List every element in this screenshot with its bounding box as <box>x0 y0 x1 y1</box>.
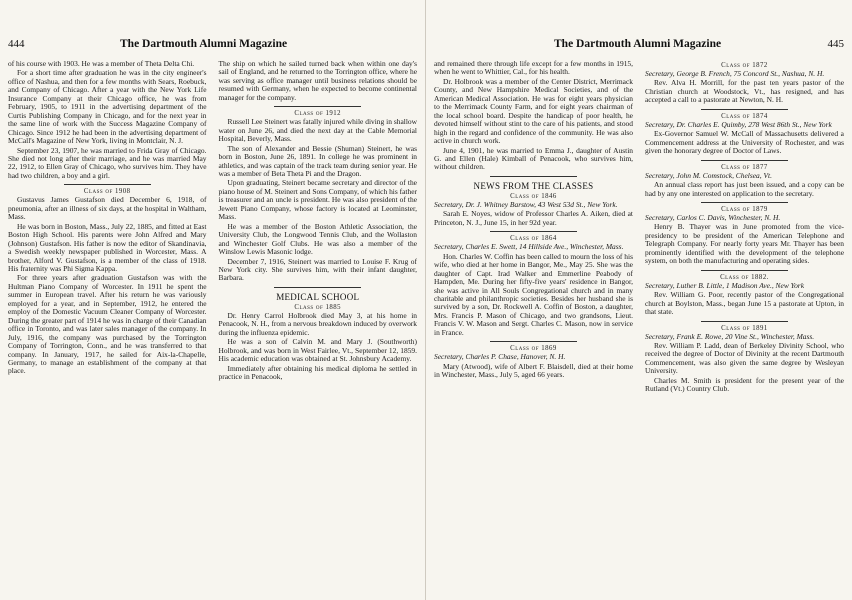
paragraph: He was a member of the Boston Athletic Association, the University Club, the Longwood Tennis Club, and the Wollaston and Winchester Golf Clubs. He was also a member of the Winslow Lewis Masonic lodge. <box>218 221 417 257</box>
class-heading: Class of 1882. <box>720 273 769 281</box>
paragraph: Dr. Holbrook was a member of the Center District, Merrimack County, and New Hampshire Medical Societies, and of the American Medical Association. He was for eight years physician to the Merrimack County Farm, and for eight years chairman of the local school board. Despite the handicap of poor health, he devoted himself without stint to the care of his patients, and stood high in the regard and confidence of the community. He was also active in church work. <box>434 76 633 146</box>
section-divider <box>701 160 789 161</box>
paragraph: Mary (Atwood), wife of Albert F. Blaisdell, died at their home in Winchester, Mass., July 5, aged 66 years. <box>434 361 633 380</box>
section-divider <box>701 270 789 271</box>
section-divider <box>64 184 151 185</box>
paragraph: of his course with 1903. He was a member of Theta Delta Chi. <box>8 59 195 68</box>
secretary-line: Secretary, Charles P. Chase, Hanover, N. H. <box>434 352 566 362</box>
paragraph: For a short time after graduation he was in the city engineer's office of Nashua, and then for a few months with Sears, Roebuck, and Company of Chicago. After a year with the New York Life Insurance Company at their Chicago office, he was from February, 1905, to 1911 in the advertising department of the Curtis Publishing Company in Chicago, and for the next year in the same line of work with the Success Magazine Company of Chicago. Since 1912 he had been in the advertising department of McCall's Magazine of New York, living in Montclair, N. J. <box>8 68 207 146</box>
paragraph: The ship on which he sailed turned back when within one day's sail of England, and he returned to the Torrington office, where he was serving as office manager until business relations should be resumed with Germany, when he expected to become continental manager for the company. <box>218 59 417 102</box>
paragraph: Sarah E. Noyes, widow of Professor Charles A. Aiken, died at Princeton, N. J., June 15, in her 92d year. <box>434 209 633 227</box>
paragraph: An annual class report has just been issued, and a copy can be had by any one interested on application to the secretary. <box>645 180 844 198</box>
class-heading: Class of 1846 <box>510 192 557 200</box>
paragraph: December 7, 1916, Steinert was married to Louise F. Krug of New York city. She survives him, with their infant daughter, Barbara. <box>218 256 417 283</box>
class-heading: Class of 1885 <box>294 303 342 311</box>
right-page-columns <box>434 60 844 594</box>
section-divider <box>274 287 361 288</box>
secretary-line: Secretary, John M. Comstock, Chelsea, Vt. <box>645 170 772 180</box>
paragraph: Dr. Henry Carrol Holbrook died May 3, at his home in Penacook, N. H., from a nervous breakdown induced by overwork during the influenza epidemic. <box>218 310 417 337</box>
class-heading: Class of 1869 <box>510 345 557 353</box>
paragraph: Upon graduating, Steinert became secretary and director of the piano house of M. Steinert and Sons Company, of which his father is treasurer and an uncle is president. He was also president of the Jewett Piano Company, whose factory is located at Leominster, Mass. <box>218 178 417 222</box>
class-heading: Class of 1864 <box>510 235 557 243</box>
secretary-line: Secretary, Dr. Charles E. Quimby, 278 West 86th St., New York <box>645 119 832 129</box>
paragraph: The son of Alexander and Bessie (Shuman) Steinert, he was born in Boston, June 26, 1891. In college he was prominent in athletics, and was captain of the track team during senior year. He was a member of Beta Theta Pi and the Dragon. <box>218 143 417 178</box>
section-divider <box>701 321 789 322</box>
paragraph: and remained there through life except for a few months in 1915, when he went to Whittier, Cal., for his health. <box>434 59 633 77</box>
secretary-line: Secretary, Dr. J. Whitney Barstow, 43 West 53d St., New York. <box>434 199 618 209</box>
page-number: 445 <box>827 38 844 50</box>
paragraph: Immediately after obtaining his medical diploma he settled in practice in Penacook, <box>218 363 417 382</box>
paragraph: For three years after graduation Gustafson was with the Hultman Piano Company of Worcester. In 1911 he spent the summer in European travel. After his return he was variously employed for a year, and in September, 1912, he entered the employ of the Domestic Vacuum Cleaner Company of Worcester. During the greater part of 1914 he was in charge of their Canadian office in Toronto, and was later sales manager of the company. In July, 1916, the company was purchased by the Torrington Company of Torrington, Conn., and he was transferred to that company. In January, 1917, he sailed for Aix-la-Chapelle, Germany, to manage an establishment of the company at that place. <box>8 273 207 376</box>
section-divider <box>701 109 789 110</box>
paragraph: Charles M. Smith is president for the present year of the Rutland (Vt.) Country Club. <box>645 375 844 394</box>
paragraph: September 23, 1907, he was married to Frida Gray of Chicago. She died not long after their marriage, and he was married May 22, 1912, to Ellen Gray of Chicago, who survives him. They have had two children, a boy and a girl. <box>8 145 207 180</box>
right-page-column-2 <box>645 60 844 594</box>
paragraph: Henry B. Thayer was in June promoted from the vice-presidency to be president of the American Telephone and Telegraph Company. For nearly forty years Mr. Thayer has been prominently identified with the development of the telephone system, on both the manufacturing and operating sides. <box>645 222 844 266</box>
running-head: The Dartmouth Alumni Magazine <box>120 38 288 50</box>
class-heading: Class of 1879 <box>721 205 768 213</box>
paragraph: Ex-Governor Samuel W. McCall of Massachusetts delivered a Commencement address at the University of Rochester, and was given the honorary degree of Doctor of Laws. <box>645 129 844 156</box>
class-heading: Class of 1874 <box>721 112 768 120</box>
left-page-columns <box>8 60 417 594</box>
section-heading: MEDICAL SCHOOL <box>276 291 360 302</box>
section-divider <box>490 341 578 342</box>
class-heading: Class of 1908 <box>83 188 131 196</box>
paragraph: Rev. William P. Ladd, dean of Berkeley Divinity School, who received the degree of Doctor of Divinity at the recent Dartmouth Commencement, was also given the same degree by Wesleyan University. <box>645 340 844 376</box>
right-page <box>426 0 852 600</box>
class-heading: Class of 1891 <box>721 324 768 332</box>
page-number: 444 <box>8 38 25 50</box>
class-heading: Class of 1912 <box>294 110 342 118</box>
left-page-column-1 <box>8 60 207 594</box>
secretary-line: Secretary, Charles E. Swett, 14 Hillside Ave., Winchester, Mass. <box>434 242 624 252</box>
running-head: The Dartmouth Alumni Magazine <box>554 38 722 50</box>
paragraph: He was a son of Calvin M. and Mary J. (Southworth) Holbrook, and was born in West Fairlee, Vt., September 12, 1859. His academic education was obtained at St. Johnsbury Academy. <box>218 337 417 364</box>
secretary-line: Secretary, Luther B. Little, 1 Madison Ave., New York <box>645 280 805 290</box>
paragraph: Hon. Charles W. Coffin has been called to mourn the loss of his wife, who died at her home in Bangor, Me., May 25. She was the daughter of Capt. Irad Walker and Emmerline Peabody of Hampden, Me. During her fifty-five years' residence in Bangor, she was active in All Souls Congregational church and in many charitable and philanthropic societies. Besides her husband she is survived by a son, Dr. Rockwell A. Coffin of Boston, a daughter, Mrs. Francis P. Mason of Chicago, and two grandsons, Lieut. Francis V. W. Mason and Sergt. Charles C. Mason, now in service in France. <box>434 251 633 337</box>
section-divider <box>490 231 578 232</box>
class-heading: Class of 1877 <box>721 163 768 171</box>
right-page-column-1 <box>434 60 633 594</box>
section-divider <box>274 106 361 107</box>
paragraph: He was born in Boston, Mass., July 22, 1885, and fitted at East Boston High School. His parents were John Alfred and Mary (Johnson) Gustafson. His father is now the editor of Skandinavia, a Swedish weekly newspaper published in Worcester, Mass. A brother, Alford V. Gustafson, is a member of the class of 1918. His fraternity was Phi Sigma Kappa. <box>8 221 207 273</box>
section-heading: NEWS FROM THE CLASSES <box>473 180 594 191</box>
paragraph: Rev. William G. Poor, recently pastor of the Congregational church at Boylston, Mass., began June 15 a pastorate at Upton, in that state. <box>645 290 844 317</box>
class-heading: Class of 1872 <box>721 62 768 69</box>
secretary-line: Secretary, Frank E. Rowe, 20 Vine St., Winchester, Mass. <box>645 331 815 341</box>
section-divider <box>701 202 789 203</box>
paragraph: June 4, 1901, he was married to Emma J., daughter of Austin G. and Ellen (Hale) Kimball of Penacook, who survives him, without children. <box>434 145 633 172</box>
section-divider <box>490 176 578 177</box>
left-page-column-2 <box>219 60 418 594</box>
secretary-line: Secretary, George B. French, 75 Concord St., Nashua, N. H. <box>645 69 825 78</box>
secretary-line: Secretary, Carlos C. Davis, Winchester, N. H. <box>645 212 781 222</box>
paragraph: Russell Lee Steinert was fatally injured while diving in shallow water on June 26, and died the next day at the Cable Memorial Hospital, Beverly, Mass. <box>218 117 417 144</box>
paragraph: Gustavus James Gustafson died December 6, 1918, of pneumonia, after an illness of six days, at the hospital in Waltham, Mass. <box>8 195 207 222</box>
paragraph: Rev. Alva H. Morrill, for the past ten years pastor of the Christian church at Woodstock, Vt., has resigned, and has accepted a call to a pastorate at Newton, N. H. <box>645 78 844 105</box>
